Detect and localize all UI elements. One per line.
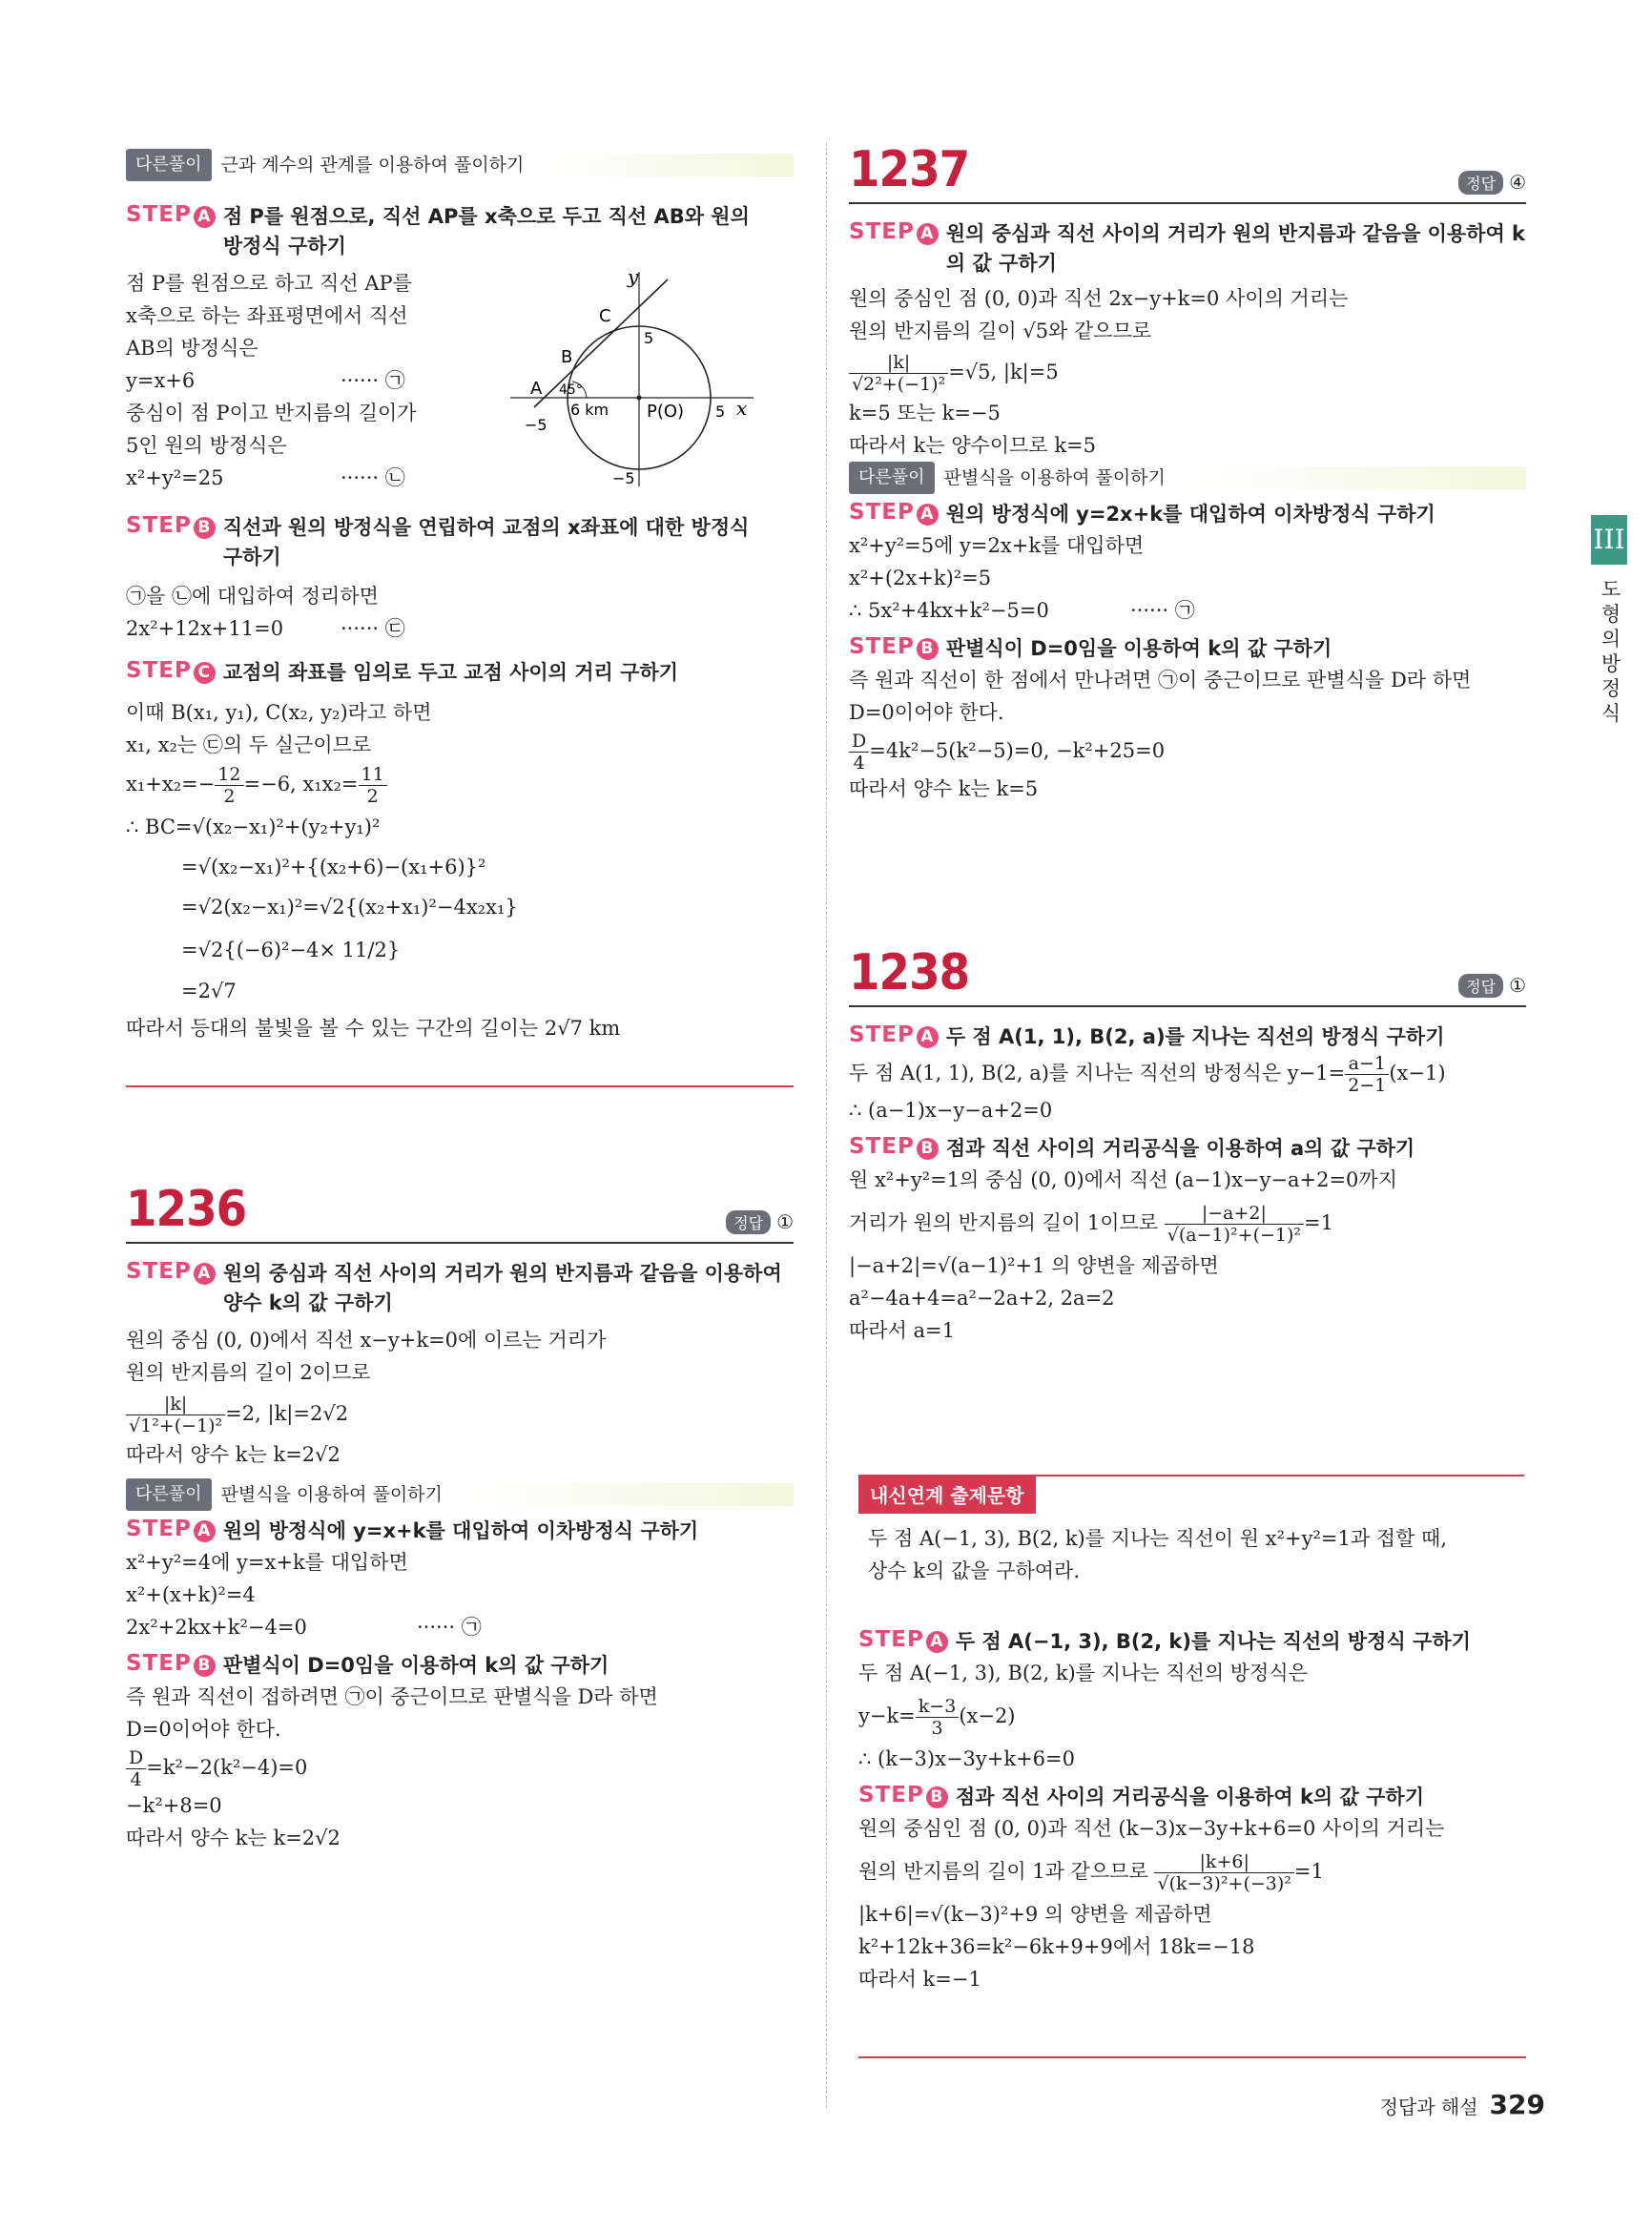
- alt-text: 근과 계수의 관계를 이용하여 풀이하기: [220, 155, 525, 176]
- answer: 정답 ①: [726, 1210, 794, 1234]
- angle-label: 45°: [559, 382, 583, 398]
- chapter-tab: III: [1591, 515, 1627, 565]
- naesin-question: 두 점 A(−1, 3), B(2, k)를 지나는 직선이 원 x²+y²=1과 접할 때, 상수 k의 값을 구하여라.: [868, 1527, 1448, 1582]
- tick-5-right: 5: [715, 403, 726, 421]
- step-title: 두 점 A(1, 1), B(2, a)를 지나는 직선의 방정식 구하기: [945, 1025, 1445, 1048]
- answer: 정답 ①: [1458, 974, 1526, 998]
- alt-badge: 다른풀이: [126, 149, 212, 181]
- label-P: P(O): [647, 402, 685, 422]
- naesin-banner: [858, 1475, 1524, 1514]
- step-title: 점과 직선 사이의 거리공식을 이용하여 k의 값 구하기: [955, 1786, 1424, 1808]
- page-number: 329: [1489, 2089, 1545, 2120]
- problem-number: 1238: [849, 944, 970, 1001]
- alt-badge: 다른풀이: [126, 1478, 212, 1511]
- conclusion: 따라서 등대의 불빛을 볼 수 있는 구간의 길이는 2√7 km: [126, 1017, 621, 1040]
- naesin-label: 내신연계 출제문항: [858, 1475, 1036, 1514]
- section-divider: [858, 2056, 1526, 2058]
- page-footer: [1380, 2089, 1545, 2120]
- distance-label: 6 km: [570, 401, 609, 419]
- step-title: 판별식이 D=0임을 이용하여 k의 값 구하기: [945, 637, 1332, 660]
- tick-neg5-bottom: −5: [612, 469, 635, 487]
- naesin-solution: STEP A 두 점 A(−1, 3), B(2, k)를 지나는 직선의 방정식 구하기 두 점 A(−1, 3), B(2, k)를 지나는 직선의 방정식은 y−k= $\frac{k-3}{3}$ (x−2) ∴ (k−3)x−3y+k+6=0 STEP B 점과 직선 사이의 거리공식을 이용하여 k의 값 구하기 원의 중심인 점 (0, 0)과 직선 (k−3)x−3y+k+6=0 사이의 거리는 원의 반지름의 길이 1과 같으므로 $\frac{|k+6|}{\text{√(k−3)²+(−3)²}}$ =1 |k+6|=√(k−3)²+9 의 양변을 제곱하면 k²+12k+36=k²−6k+9+9에서 18k=−18 따라서 k=−1: [858, 1627, 1471, 1991]
- problem-1236: 1236 정답 ① STEP A 원의 중심과 직선 사이의 거리가 원의 반지름과 같음을 이용하여 양수 k의 값 구하기 원의 중심 (0, 0)에서 직선 x−y+k=0에 이르는 거리가 원의 반지름의 길이 2이므로 $\frac{|k|}{\text{√1²+(−1)²}}$ =2, |k|=2√2 따라서 양수 k는 k=2√2 다른풀이 판별식을 이용하여 풀이하기 STEP A 원의 방정식에 y=x+k를 대입하여 이차방정식 구하기 x²+y²=4에 y=x+k를 대입하면 x²+(x+k)²=4 2x²+2kx+k²−4=0 ······ ㉠ STEP B 판별식이 D=0임을 이용하여 k의 값 구하기 즉 원과 직선이 접하려면 ㉠이 중근이므로 판별식을 D라 하면 D=0이어야 한다. $\frac{D}{4}$ =k²−2(k²−4)=0 −k²+8=0 따라서 양수 k는 k=2√2: [126, 1181, 794, 1849]
- column-divider: [826, 143, 827, 2108]
- step-title: 두 점 A(−1, 3), B(2, k)를 지나는 직선의 방정식 구하기: [955, 1630, 1471, 1653]
- alt-badge: 다른풀이: [849, 462, 935, 494]
- tick-5-top: 5: [644, 329, 654, 347]
- step-title: 원의 방정식에 y=2x+k를 대입하여 이차방정식 구하기: [945, 503, 1435, 526]
- step-title: 원의 방정식에 y=x+k를 대입하여 이차방정식 구하기: [222, 1519, 699, 1542]
- step-title: 원의 중심과 직선 사이의 거리가 원의 반지름과 같음을 이용하여 양수 k의 값 구하기: [222, 1262, 782, 1314]
- problem-1237: 1237 정답 ④ STEP A 원의 중심과 직선 사이의 거리가 원의 반지름과 같음을 이용하여 k의 값 구하기 원의 중심인 점 (0, 0)과 직선 2x−y+k=0 사이의 거리는 원의 반지름의 길이 √5와 같으므로 $\frac{|k|}{\text{√2²+(−1)²}}$ =√5, |k|=5 k=5 또는 k=−5 따라서 k는 양수이므로 k=5 다른풀이 판별식을 이용하여 풀이하기 STEP A 원의 방정식에 y=2x+k를 대입하여 이차방정식 구하기 x²+y²=5에 y=2x+k를 대입하면 x²+(2x+k)²=5 ∴ 5x²+4kx+k²−5=0 ······ ㉠ STEP B 판별식이 D=0임을 이용하여 k의 값 구하기 즉 원과 직선이 한 점에서 만나려면 ㉠이 중근이므로 판별식을 D라 하면 D=0이어야 한다. $\frac{D}{4}$ =4k²−5(k²−5)=0, −k²+25=0 따라서 양수 k는 k=5: [849, 141, 1526, 800]
- step-title: 점과 직선 사이의 거리공식을 이용하여 a의 값 구하기: [945, 1137, 1415, 1160]
- step-title: 원의 중심과 직선 사이의 거리가 원의 반지름과 같음을 이용하여 k의 값 구하기: [945, 222, 1526, 275]
- circle-line-figure: [496, 262, 763, 491]
- step-title: 직선과 원의 방정식을 연립하여 교점의 x좌표에 대한 방정식 구하기: [222, 516, 750, 568]
- left-alt-solution: [126, 151, 794, 179]
- left-stepA-body: 점 P를 원점으로 하고 직선 AP를 x축으로 하는 좌표평면에서 직선 AB의 방정식은 y=x+6 ······ ㉠ 중심이 점 P이고 반지름의 길이가 5인 원의 방정식은 x²+y²=25 ······ ㉡: [126, 272, 417, 489]
- tick-neg5-left: −5: [525, 416, 547, 434]
- point-P: [637, 396, 642, 401]
- section-divider: [126, 1085, 794, 1087]
- step-title: 교점의 좌표를 임의로 두고 교점 사이의 거리 구하기: [222, 661, 679, 684]
- problem-1238: 1238 정답 ① STEP A 두 점 A(1, 1), B(2, a)를 지나는 직선의 방정식 구하기 두 점 A(1, 1), B(2, a)를 지나는 직선의 방정식은 y−1= $\frac{a-1}{2-1}$ (x−1) ∴ (a−1)x−y−a+2=0 STEP B 점과 직선 사이의 거리공식을 이용하여 a의 값 구하기 원 x²+y²=1의 중심 (0, 0)에서 직선 (a−1)x−y−a+2=0까지 거리가 원의 반지름의 길이 1이므로 $\frac{|-a+2|}{\text{√(a−1)²+(−1)²}}$ =1 |−a+2|=√(a−1)²+1 의 양변을 제곱하면 a²−4a+4=a²−2a+2, 2a=2 따라서 a=1: [849, 944, 1526, 1342]
- footer-label: 정답과 해설: [1379, 2096, 1478, 2118]
- label-C: C: [599, 306, 611, 326]
- left-stepC-body: 이때 B(x₁, y₁), C(x₂, y₂)라고 하면 x₁, x₂는 ㉢의 두 실근이므로 x₁+x₂=− $\frac{12}{2}$ =−6, x₁x₂= $\frac{11}{2}$ ∴ BC=√(x₂−x₁)²+(y₂+y₁)² =√(x₂−x₁)²+{(x₂+6)−(x₁+6)}² =√2(x₂−x₁)²=√2{(x₂+x₁)²−4x₂x₁} =√2{(−6)²−4× 11/2} =2√7 따라서 등대의 불빛을 볼 수 있는 구간의 길이는 2√7 km: [126, 696, 774, 1047]
- problem-number: 1236: [126, 1181, 247, 1238]
- chapter-label: 도형의 방정식: [1600, 578, 1621, 725]
- label-A: A: [530, 379, 543, 399]
- x-axis-label: x: [736, 397, 748, 420]
- left-stepC: STEP C 교점의 좌표를 임의로 두고 교점 사이의 거리 구하기: [126, 650, 755, 688]
- left-stepB-body: ㉠을 ㉡에 대입하여 정리하면 2x²+12x+11=0 ······ ㉢: [126, 585, 405, 640]
- step-tag: STEP A: [126, 202, 216, 228]
- label-B: B: [561, 347, 573, 367]
- step-title: 판별식이 D=0임을 이용하여 k의 값 구하기: [222, 1654, 609, 1677]
- step-title: 점 P를 원점으로, 직선 AP를 x축으로 두고 직선 AB와 원의 방정식 구하기: [222, 205, 750, 258]
- left-stepA: [126, 195, 755, 261]
- left-stepB: STEP B 직선과 원의 방정식을 연립하여 교점의 x좌표에 대한 방정식 구하기: [126, 506, 755, 572]
- y-axis-label: y: [628, 265, 639, 288]
- problem-number: 1237: [849, 141, 970, 198]
- answer: 정답 ④: [1458, 171, 1526, 195]
